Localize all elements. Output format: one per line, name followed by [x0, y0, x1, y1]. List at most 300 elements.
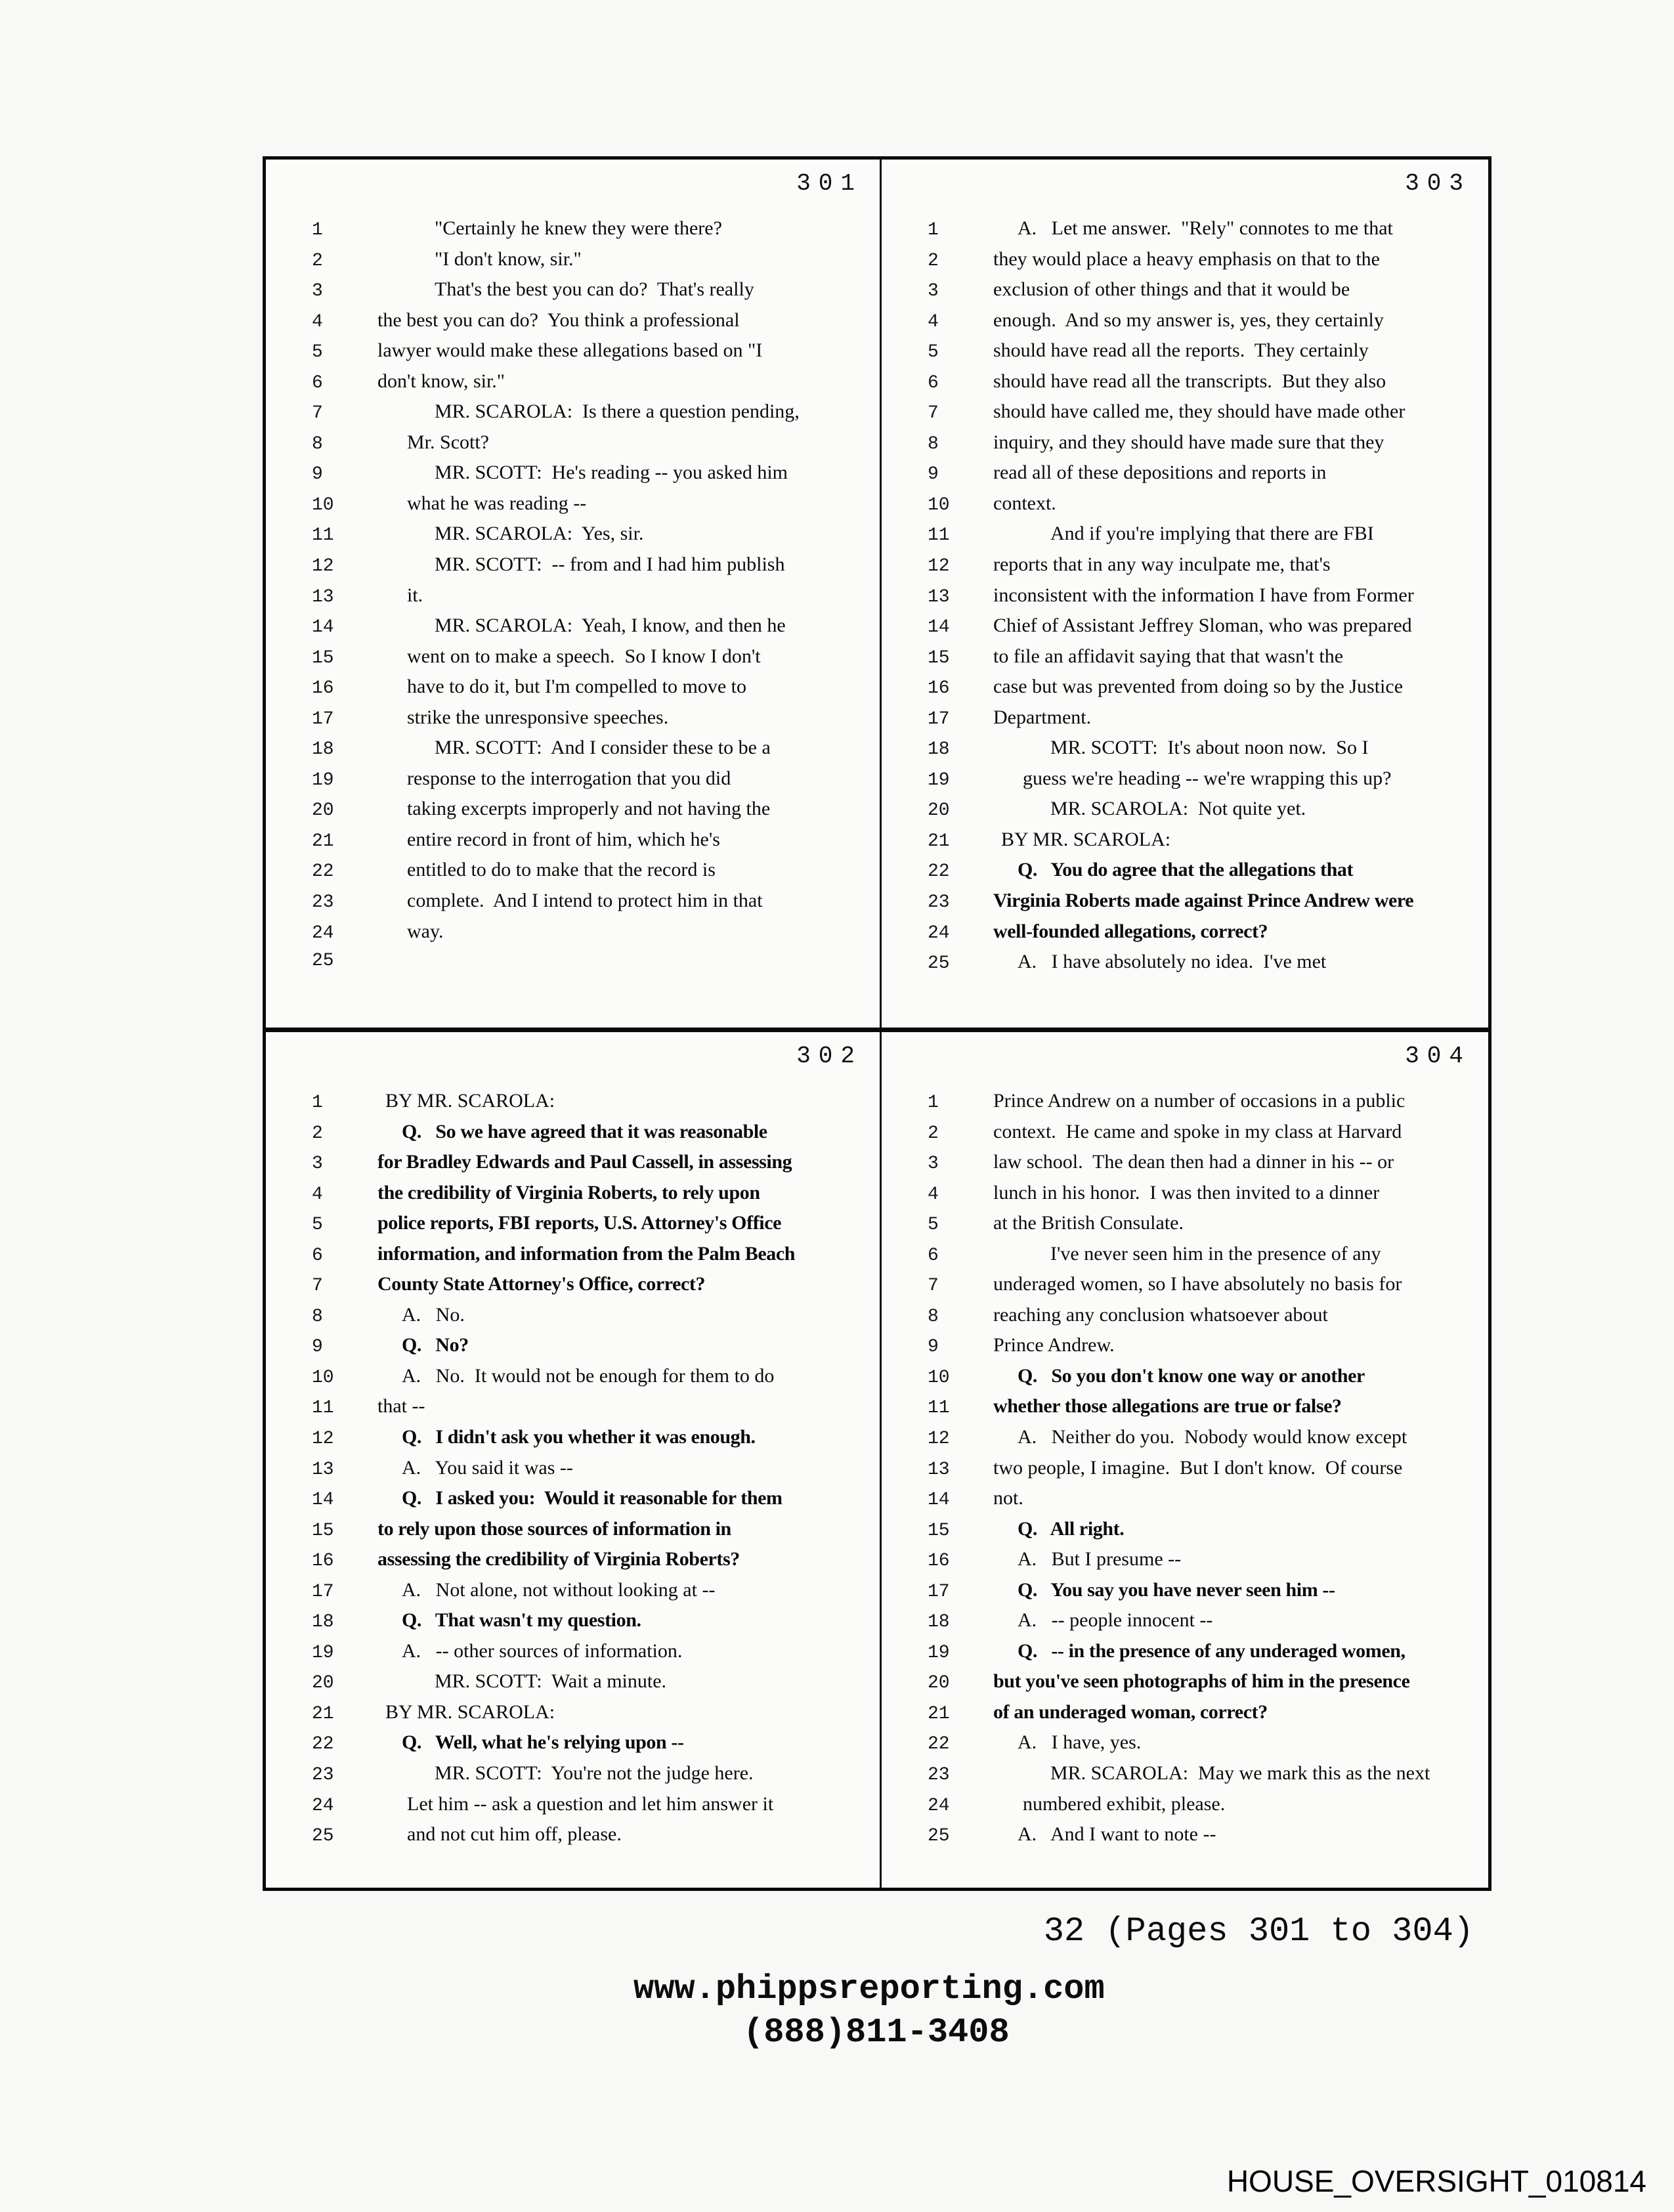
line-number: 5: [312, 1215, 323, 1236]
line-number: 25: [928, 953, 950, 974]
line-number: 21: [928, 1703, 950, 1724]
horizontal-divider: [266, 1028, 1488, 1032]
line-text: case but was prevented from doing so by the Justice: [993, 676, 1404, 698]
transcript-line: [882, 737, 1488, 768]
transcript-line: [266, 1151, 880, 1182]
line-number: 9: [928, 464, 939, 485]
transcript-line: [882, 890, 1488, 921]
line-text: "Certainly he knew they were there?: [435, 217, 722, 239]
line-text: MR. SCAROLA: May we mark this as the next: [1050, 1762, 1430, 1785]
line-number: 14: [928, 617, 950, 638]
line-text: A. -- other sources of information.: [402, 1639, 683, 1662]
transcript-line: [882, 768, 1488, 798]
bates-stamp: HOUSE_OVERSIGHT_010814: [1226, 2164, 1646, 2198]
line-text: inquiry, and they should have made sure that they: [993, 431, 1384, 453]
transcript-line: [882, 1701, 1488, 1732]
line-number: 7: [312, 403, 323, 424]
transcript-line: [266, 1273, 880, 1304]
line-number: 13: [928, 586, 950, 607]
reporter-website: www.phippsreporting.com: [633, 1970, 1105, 2008]
transcript-line: [266, 401, 880, 431]
line-text: Q. All right.: [1018, 1517, 1125, 1540]
line-text: what he was reading --: [407, 492, 587, 514]
line-number: 24: [312, 1795, 334, 1816]
line-text: BY MR. SCAROLA:: [385, 1701, 555, 1723]
line-text: MR. SCOTT: Wait a minute.: [435, 1670, 667, 1693]
line-text: the best you can do? You think a professional: [377, 309, 740, 331]
line-text: "I don't know, sir.": [435, 248, 582, 270]
line-text: strike the unresponsive speeches.: [407, 706, 669, 728]
line-number: 11: [312, 525, 334, 546]
line-text: Let him -- ask a question and let him answer it: [407, 1792, 774, 1815]
line-text: context.: [993, 492, 1056, 514]
transcript-line: [266, 1426, 880, 1457]
line-number: 23: [312, 892, 334, 913]
line-text: that --: [377, 1395, 425, 1418]
transcript-line: [266, 462, 880, 492]
line-text: Q. You do agree that the allegations that: [1018, 859, 1354, 881]
transcript-line: [882, 1304, 1488, 1335]
line-number: 19: [312, 770, 334, 791]
line-number: 14: [312, 617, 334, 638]
transcript-line: [882, 1426, 1488, 1457]
line-number: 3: [312, 281, 323, 302]
transcript-line: [266, 1548, 880, 1579]
line-number: 16: [312, 678, 334, 699]
transcript-line: [882, 1212, 1488, 1243]
transcript-line: [882, 676, 1488, 706]
line-text: A. No. It would not be enough for them to do: [402, 1364, 775, 1387]
line-text: A. Neither do you. Nobody would know except: [1018, 1426, 1407, 1448]
line-number: 15: [928, 647, 950, 668]
transcript-line: [266, 676, 880, 706]
line-text: Q. So we have agreed that it was reasonable: [402, 1120, 767, 1142]
line-text: County State Attorney's Office, correct?: [377, 1273, 706, 1295]
line-number: 12: [928, 556, 950, 577]
line-text: to file an affidavit saying that that wasn't the: [993, 645, 1344, 667]
line-text: Q. I asked you: Would it reasonable for them: [402, 1487, 783, 1509]
transcript-line: [266, 1579, 880, 1610]
line-text: That's the best you can do? That's really: [435, 278, 754, 301]
transcript-line: [882, 1609, 1488, 1640]
line-number: 9: [312, 1337, 323, 1358]
line-text: MR. SCAROLA: Is there a question pending,: [435, 401, 800, 423]
line-text: enough. And so my answer is, yes, they certainly: [993, 309, 1384, 331]
line-number: 6: [312, 372, 323, 393]
line-number: 10: [312, 494, 334, 515]
transcript-line: [266, 278, 880, 309]
line-number: 4: [312, 1184, 323, 1205]
line-number: 23: [928, 892, 950, 913]
line-number: 19: [928, 1642, 950, 1663]
transcript-line: [266, 1640, 880, 1671]
line-text: Department.: [993, 706, 1092, 728]
line-number: 12: [312, 556, 334, 577]
line-text: and not cut him off, please.: [407, 1823, 622, 1846]
transcript-line: [882, 921, 1488, 951]
line-text: information, and information from the Palm Beach: [377, 1242, 796, 1265]
transcript-line: [882, 1640, 1488, 1671]
line-text: not.: [993, 1487, 1023, 1509]
line-text: Q. So you don't know one way or another: [1018, 1364, 1365, 1387]
page-number: 301: [796, 170, 863, 197]
transcript-line: [266, 1090, 880, 1121]
transcript-page-302: [266, 1032, 880, 1888]
line-text: at the British Consulate.: [993, 1212, 1184, 1234]
line-number: 11: [312, 1398, 334, 1419]
transcript-line: [266, 1731, 880, 1762]
line-number: 15: [312, 1520, 334, 1541]
line-text: taking excerpts improperly and not having the: [407, 798, 771, 820]
transcript-line: [266, 339, 880, 370]
transcript-line: [266, 553, 880, 584]
line-number: 1: [312, 220, 323, 240]
line-text: MR. SCAROLA: Not quite yet.: [1050, 798, 1306, 820]
line-number: 12: [312, 1429, 334, 1450]
line-text: Q. -- in the presence of any underaged women,: [1018, 1639, 1406, 1662]
transcript-line: [266, 1609, 880, 1640]
transcript-line: [882, 1243, 1488, 1274]
transcript-page-301: [266, 160, 880, 1028]
line-text: A. I have, yes.: [1018, 1731, 1142, 1754]
transcript-line: [882, 615, 1488, 645]
line-number: 21: [312, 831, 334, 852]
transcript-line: [882, 1518, 1488, 1549]
transcript-line: [266, 859, 880, 890]
transcript-line: [882, 706, 1488, 737]
line-text: MR. SCOTT: -- from and I had him publish: [435, 553, 785, 576]
line-text: whether those allegations are true or false?: [993, 1395, 1342, 1418]
line-number: 5: [312, 342, 323, 363]
transcript-line: [882, 1762, 1488, 1793]
transcript-line: [882, 645, 1488, 676]
line-number: 22: [928, 861, 950, 882]
transcript-line: [266, 1121, 880, 1152]
transcript-line: [882, 278, 1488, 309]
transcript-line: [882, 1823, 1488, 1854]
transcript-line: [266, 1334, 880, 1365]
line-text: the credibility of Virginia Roberts, to rely upon: [377, 1181, 760, 1204]
line-number: 22: [312, 1734, 334, 1755]
transcript-line: [266, 615, 880, 645]
line-text: well-founded allegations, correct?: [993, 920, 1268, 942]
reporter-phone: (888)811-3408: [743, 2013, 1010, 2052]
line-number: 16: [312, 1551, 334, 1572]
line-text: they would place a heavy emphasis on that to the: [993, 248, 1380, 270]
line-number: 18: [928, 1612, 950, 1633]
line-number: 11: [928, 1398, 950, 1419]
line-text: Prince Andrew.: [993, 1334, 1115, 1356]
transcript-line: [266, 1304, 880, 1335]
transcript-lines: [266, 1090, 880, 1854]
line-number: 8: [928, 433, 939, 454]
transcript-line: [266, 706, 880, 737]
line-text: A. And I want to note --: [1018, 1823, 1216, 1846]
line-text: went on to make a speech. So I know I don't: [407, 645, 761, 667]
transcript-line: [266, 1670, 880, 1701]
line-number: 10: [312, 1367, 334, 1388]
line-text: MR. SCOTT: He's reading -- you asked him: [435, 462, 788, 484]
transcript-line: [266, 523, 880, 553]
transcript-line: [882, 217, 1488, 248]
transcript-line: [266, 951, 880, 982]
line-text: A. No.: [402, 1303, 465, 1326]
transcript-line: [882, 553, 1488, 584]
line-number: 10: [928, 1367, 950, 1388]
line-text: read all of these depositions and reports in: [993, 462, 1327, 484]
line-text: context. He came and spoke in my class at Harvard: [993, 1120, 1402, 1142]
line-text: law school. The dean then had a dinner in his -- or: [993, 1151, 1394, 1173]
line-text: but you've seen photographs of him in the presence: [993, 1670, 1410, 1693]
line-number: 2: [312, 1123, 323, 1144]
transcript-line: [266, 1212, 880, 1243]
line-number: 17: [312, 708, 334, 729]
line-number: 18: [928, 739, 950, 760]
transcript-line: [882, 1487, 1488, 1518]
transcript-line: [882, 1731, 1488, 1762]
line-number: 21: [928, 831, 950, 852]
line-number: 21: [312, 1703, 334, 1724]
line-number: 1: [312, 1093, 323, 1113]
line-number: 10: [928, 494, 950, 515]
transcript-lines: [266, 217, 880, 982]
line-text: entitled to do to make that the record is: [407, 859, 716, 881]
line-number: 17: [928, 708, 950, 729]
line-text: exclusion of other things and that it would be: [993, 278, 1350, 301]
line-text: assessing the credibility of Virginia Roberts?: [377, 1548, 740, 1571]
transcript-line: [266, 798, 880, 829]
line-text: MR. SCAROLA: Yeah, I know, and then he: [435, 615, 786, 637]
line-text: underaged women, so I have absolutely no basis for: [993, 1273, 1402, 1295]
line-text: MR. SCOTT: And I consider these to be a: [435, 737, 771, 759]
line-number: 20: [312, 800, 334, 821]
transcript-line: [882, 1793, 1488, 1824]
line-number: 6: [312, 1245, 323, 1266]
line-number: 20: [928, 1673, 950, 1694]
line-number: 14: [312, 1490, 334, 1511]
transcript-line: [266, 1457, 880, 1488]
transcript-line: [266, 1762, 880, 1793]
transcript-line: [882, 370, 1488, 401]
line-text: it.: [407, 584, 423, 606]
transcript-line: [882, 1579, 1488, 1610]
transcript-line: [882, 829, 1488, 859]
line-text: complete. And I intend to protect him in that: [407, 890, 763, 912]
line-text: should have read all the reports. They certainly: [993, 339, 1369, 362]
line-number: 25: [312, 1826, 334, 1847]
line-text: inconsistent with the information I have from Former: [993, 584, 1414, 606]
line-text: Q. You say you have never seen him --: [1018, 1578, 1335, 1601]
transcript-line: [266, 1487, 880, 1518]
line-number: 18: [312, 739, 334, 760]
line-text: reaching any conclusion whatsoever about: [993, 1303, 1328, 1326]
line-number: 7: [312, 1276, 323, 1297]
transcript-line: [266, 1518, 880, 1549]
line-text: guess we're heading -- we're wrapping this up?: [1023, 767, 1392, 789]
line-text: Chief of Assistant Jeffrey Sloman, who was prepared: [993, 615, 1412, 637]
transcript-line: [882, 951, 1488, 982]
line-text: Q. No?: [402, 1334, 469, 1356]
transcript-line: [882, 1090, 1488, 1121]
line-text: A. Let me answer. "Rely" connotes to me that: [1018, 217, 1393, 239]
transcript-line: [266, 370, 880, 401]
line-text: Mr. Scott?: [407, 431, 489, 453]
line-text: response to the interrogation that you did: [407, 767, 731, 789]
transcript-line: [882, 1457, 1488, 1488]
transcript-line: [266, 1182, 880, 1213]
line-number: 12: [928, 1429, 950, 1450]
line-text: of an underaged woman, correct?: [993, 1701, 1268, 1723]
line-text: A. You said it was --: [402, 1456, 573, 1479]
line-number: 22: [312, 861, 334, 882]
line-text: MR. SCAROLA: Yes, sir.: [435, 523, 644, 545]
line-number: 4: [312, 311, 323, 332]
transcript-line: [882, 1395, 1488, 1426]
transcript-line: [882, 1121, 1488, 1152]
line-text: Q. I didn't ask you whether it was enough.: [402, 1426, 756, 1448]
transcript-line: [882, 1365, 1488, 1396]
transcript-line: [266, 431, 880, 462]
transcript-line: [266, 1243, 880, 1274]
line-text: have to do it, but I'm compelled to move to: [407, 676, 746, 698]
transcript-line: [882, 1670, 1488, 1701]
transcript-line: [882, 492, 1488, 523]
line-text: lawyer would make these allegations based on "I: [377, 339, 763, 362]
line-number: 3: [928, 1154, 939, 1175]
transcript-line: [882, 462, 1488, 492]
line-text: Q. That wasn't my question.: [402, 1609, 641, 1632]
transcript-grid: [263, 156, 1492, 1891]
transcript-page-303: [882, 160, 1488, 1028]
line-number: 5: [928, 1215, 939, 1236]
transcript-line: [266, 1793, 880, 1824]
page-number: 304: [1405, 1043, 1471, 1070]
transcript-line: [882, 1548, 1488, 1579]
transcript-line: [882, 584, 1488, 615]
line-text: should have read all the transcripts. But they also: [993, 370, 1386, 392]
transcript-line: [882, 1334, 1488, 1365]
line-number: 19: [312, 1642, 334, 1663]
line-text: A. Not alone, not without looking at --: [402, 1578, 716, 1601]
transcript-line: [266, 248, 880, 279]
line-number: 8: [312, 433, 323, 454]
line-text: for Bradley Edwards and Paul Cassell, in assessing: [377, 1151, 792, 1173]
line-text: to rely upon those sources of information in: [377, 1517, 731, 1540]
transcript-line: [882, 401, 1488, 431]
line-number: 2: [928, 250, 939, 271]
line-number: 5: [928, 342, 939, 363]
line-number: 24: [312, 922, 334, 943]
line-number: 23: [312, 1765, 334, 1786]
line-number: 4: [928, 1184, 939, 1205]
line-text: police reports, FBI reports, U.S. Attorney's Office: [377, 1212, 782, 1234]
line-number: 6: [928, 1245, 939, 1266]
transcript-line: [882, 1151, 1488, 1182]
line-number: 24: [928, 1795, 950, 1816]
transcript-line: [266, 829, 880, 859]
line-number: 9: [928, 1337, 939, 1358]
line-number: 17: [928, 1581, 950, 1602]
page-number: 303: [1405, 170, 1471, 197]
transcript-line: [266, 768, 880, 798]
line-number: 7: [928, 403, 939, 424]
transcript-line: [266, 1365, 880, 1396]
transcript-line: [266, 645, 880, 676]
line-text: A. I have absolutely no idea. I've met: [1018, 951, 1327, 973]
line-text: I've never seen him in the presence of any: [1050, 1242, 1381, 1265]
line-text: two people, I imagine. But I don't know. Of course: [993, 1456, 1403, 1479]
line-text: lunch in his honor. I was then invited to a dinner: [993, 1181, 1380, 1204]
page-number: 302: [796, 1043, 863, 1070]
line-number: 9: [312, 464, 323, 485]
line-number: 20: [312, 1673, 334, 1694]
line-number: 16: [928, 1551, 950, 1572]
transcript-line: [882, 523, 1488, 553]
line-text: should have called me, they should have made other: [993, 401, 1406, 423]
transcript-line: [266, 737, 880, 768]
line-text: BY MR. SCAROLA:: [385, 1090, 555, 1112]
line-number: 8: [928, 1306, 939, 1327]
line-number: 15: [928, 1520, 950, 1541]
transcript-line: [266, 584, 880, 615]
line-number: 1: [928, 220, 939, 240]
line-number: 3: [928, 281, 939, 302]
line-text: Q. Well, what he's relying upon --: [402, 1731, 684, 1754]
line-text: MR. SCOTT: You're not the judge here.: [435, 1762, 754, 1785]
line-number: 23: [928, 1765, 950, 1786]
line-number: 18: [312, 1612, 334, 1633]
transcript-line: [882, 431, 1488, 462]
transcript-line: [266, 921, 880, 951]
transcript-lines: [882, 217, 1488, 982]
line-text: Prince Andrew on a number of occasions in a public: [993, 1090, 1406, 1112]
line-number: 8: [312, 1306, 323, 1327]
line-text: A. But I presume --: [1018, 1548, 1182, 1571]
line-number: 20: [928, 800, 950, 821]
line-number: 1: [928, 1093, 939, 1113]
transcript-line: [266, 492, 880, 523]
line-number: 24: [928, 922, 950, 943]
line-text: way.: [407, 920, 444, 942]
transcript-line: [882, 798, 1488, 829]
transcript-line: [266, 1823, 880, 1854]
line-number: 15: [312, 647, 334, 668]
line-number: 11: [928, 525, 950, 546]
line-number: 25: [928, 1826, 950, 1847]
line-number: 13: [312, 1459, 334, 1480]
line-number: 22: [928, 1734, 950, 1755]
line-number: 2: [312, 250, 323, 271]
line-number: 19: [928, 770, 950, 791]
transcript-page-304: [882, 1032, 1488, 1888]
line-text: numbered exhibit, please.: [1023, 1792, 1226, 1815]
line-number: 14: [928, 1490, 950, 1511]
line-number: 13: [312, 586, 334, 607]
sheet-page-range: 32 (Pages 301 to 304): [1043, 1912, 1474, 1951]
line-text: entire record in front of him, which he's: [407, 828, 720, 850]
line-number: 13: [928, 1459, 950, 1480]
transcript-line: [266, 217, 880, 248]
line-number: 4: [928, 311, 939, 332]
line-number: 7: [928, 1276, 939, 1297]
transcript-line: [882, 859, 1488, 890]
transcript-lines: [882, 1090, 1488, 1854]
line-text: MR. SCOTT: It's about noon now. So I: [1050, 737, 1369, 759]
transcript-line: [266, 309, 880, 340]
line-text: And if you're implying that there are FBI: [1050, 523, 1374, 545]
line-text: A. -- people innocent --: [1018, 1609, 1213, 1632]
line-number: 3: [312, 1154, 323, 1175]
